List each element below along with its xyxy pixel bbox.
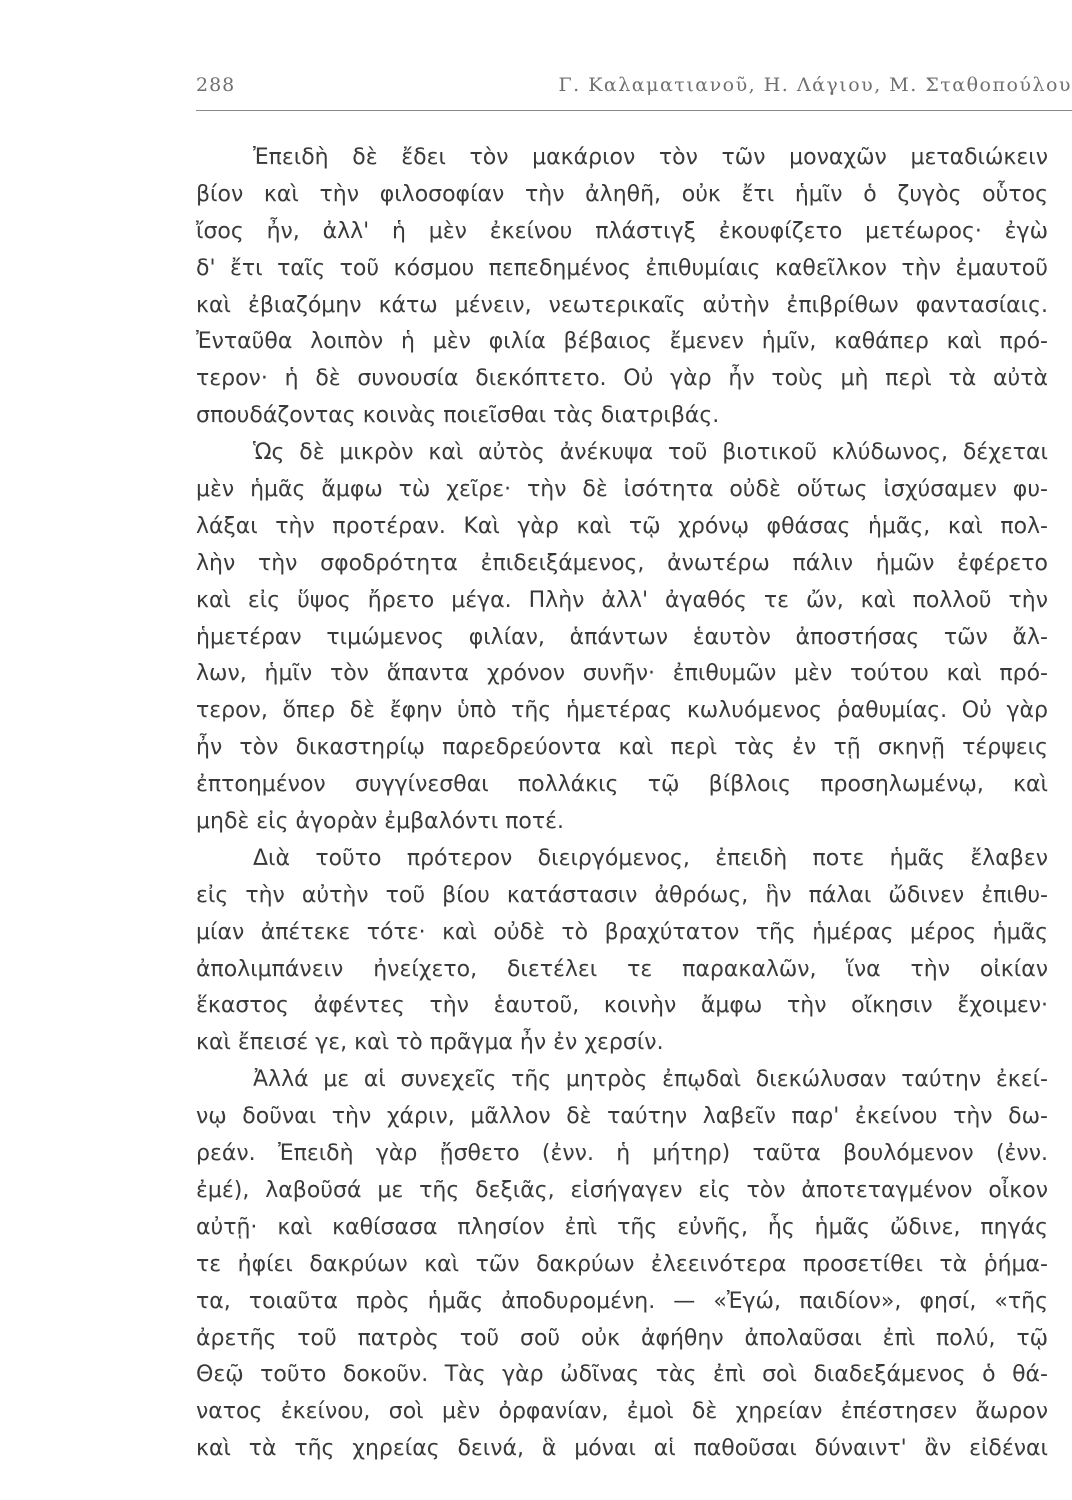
text-line: τα, τοιαῦτα πρὸς ἡμᾶς ἀποδυρομένη. — «Ἐγώ, παιδίον», φησί, «τῆς bbox=[196, 1288, 1048, 1314]
text-line: Θεῷ τοῦτο δοκοῦν. Τὰς γὰρ ὠδῖνας τὰς ἐπὶ σοὶ διαδεξάμενος ὁ θά- bbox=[196, 1362, 1048, 1388]
header-rule bbox=[196, 110, 1072, 111]
text-line: αὐτῇ· καὶ καθίσασα πλησίον ἐπὶ τῆς εὐνῆς, ἧς ἡμᾶς ὤδινε, πηγάς bbox=[196, 1214, 1048, 1240]
text-line: Ἐπειδὴ δὲ ἔδει τὸν μακάριον τὸν τῶν μοναχῶν μεταδιώκειν bbox=[253, 145, 1048, 170]
text-line: καὶ τὰ τῆς χηρείας δεινά, ἃ μόναι αἱ παθοῦσαι δύναιντ' ἂν εἰδέναι bbox=[196, 1436, 1048, 1462]
page-header bbox=[196, 74, 1072, 104]
text-line: δ' ἔτι ταῖς τοῦ κόσμου πεπεδημένος ἐπιθυμίαις καθεῖλκον τὴν ἐμαυτοῦ bbox=[196, 255, 1048, 281]
text-line: καὶ ἔπεισέ γε, καὶ τὸ πρᾶγμα ἦν ἐν χερσίν. bbox=[196, 1030, 664, 1056]
text-line: λάξαι τὴν προτέραν. Καὶ γὰρ καὶ τῷ χρόνῳ φθάσας ἡμᾶς, καὶ πολ- bbox=[196, 513, 1048, 539]
text-line: ἐμέ), λαβοῦσά με τῆς δεξιᾶς, εἰσήγαγεν εἰς τὸν ἀποτεταγμένον οἶκον bbox=[196, 1177, 1048, 1203]
text-line: λων, ἡμῖν τὸν ἅπαντα χρόνον συνῆν· ἐπιθυμῶν μὲν τούτου καὶ πρό- bbox=[196, 661, 1048, 687]
text-line: νῳ δοῦναι τὴν χάριν, μᾶλλον δὲ ταύτην λαβεῖν παρ' ἐκείνου τὴν δω- bbox=[196, 1104, 1048, 1130]
text-line: εἰς τὴν αὐτὴν τοῦ βίου κατάστασιν ἀθρόως, ἣν πάλαι ὤδινεν ἐπιθυ- bbox=[196, 882, 1048, 908]
text-line: καὶ εἰς ὕψος ἤρετο μέγα. Πλὴν ἀλλ' ἀγαθός τε ὤν, καὶ πολλοῦ τὴν bbox=[196, 587, 1048, 613]
text-line: ἡμετέραν τιμώμενος φιλίαν, ἁπάντων ἑαυτὸν ἀποστήσας τῶν ἄλ- bbox=[196, 624, 1048, 650]
text-line: τερον, ὅπερ δὲ ἔφην ὑπὸ τῆς ἡμετέρας κωλυόμενος ῥαθυμίας. Οὐ γὰρ bbox=[196, 698, 1048, 724]
text-line: βίον καὶ τὴν φιλοσοφίαν τὴν ἀληθῆ, οὐκ ἔτι ἡμῖν ὁ ζυγὸς οὗτος bbox=[196, 181, 1048, 207]
text-line: τε ἠφίει δακρύων καὶ τῶν δακρύων ἐλεεινότερα προσετίθει τὰ ῥήμα- bbox=[196, 1251, 1048, 1277]
text-line: Ἀλλά με αἱ συνεχεῖς τῆς μητρὸς ἐπῳδαὶ διεκώλυσαν ταύτην ἐκεί- bbox=[253, 1067, 1048, 1093]
text-line: μηδὲ εἰς ἀγορὰν ἐμβαλόντι ποτέ. bbox=[196, 809, 564, 835]
text-line: μὲν ἡμᾶς ἄμφω τὼ χεῖρε· τὴν δὲ ἰσότητα οὐδὲ οὕτως ἰσχύσαμεν φυ- bbox=[196, 477, 1048, 503]
text-line: μίαν ἀπέτεκε τότε· καὶ οὐδὲ τὸ βραχύτατον τῆς ἡμέρας μέρος ἡμᾶς bbox=[196, 919, 1048, 945]
text-line: ἕκαστος ἀφέντες τὴν ἑαυτοῦ, κοινὴν ἄμφω τὴν οἴκησιν ἔχοιμεν· bbox=[196, 993, 1048, 1019]
text-line: καὶ ἐβιαζόμην κάτω μένειν, νεωτερικαῖς αὐτὴν ἐπιβρίθων φαντασίαις. bbox=[196, 292, 1048, 318]
text-line: ἴσος ἦν, ἀλλ' ἡ μὲν ἐκείνου πλάστιγξ ἐκουφίζετο μετέωρος· ἐγὼ bbox=[196, 218, 1048, 244]
text-line: τερον· ἡ δὲ συνουσία διεκόπτετο. Οὐ γὰρ ἦν τοὺς μὴ περὶ τὰ αὐτὰ bbox=[196, 366, 1048, 392]
running-head: Γ. Καλαματιανοῦ, Η. Λάγιου, Μ. Σταθοπούλου bbox=[558, 74, 1072, 96]
text-line: ἐπτοημένον συγγίνεσθαι πολλάκις τῷ βίβλοις προσηλωμένῳ, καὶ bbox=[196, 772, 1048, 798]
page-number: 288 bbox=[196, 74, 236, 96]
text-line: νατος ἐκείνου, σοὶ μὲν ὀρφανίαν, ἐμοὶ δὲ χηρείαν ἐπέστησεν ἄωρον bbox=[196, 1399, 1048, 1425]
text-line: λὴν τὴν σφοδρότητα ἐπιδειξάμενος, ἀνωτέρω πάλιν ἡμῶν ἐφέρετο bbox=[196, 550, 1048, 576]
text-line: ἦν τὸν δικαστηρίῳ παρεδρεύοντα καὶ περὶ τὰς ἐν τῇ σκηνῇ τέρψεις bbox=[196, 735, 1048, 761]
body-text bbox=[196, 140, 1048, 1468]
text-line: Ὡς δὲ μικρὸν καὶ αὐτὸς ἀνέκυψα τοῦ βιοτικοῦ κλύδωνος, δέχεται bbox=[253, 440, 1048, 466]
text-line: Ἐνταῦθα λοιπὸν ἡ μὲν φιλία βέβαιος ἔμενεν ἡμῖν, καθάπερ καὶ πρό- bbox=[196, 329, 1048, 355]
text-line: ἀρετῆς τοῦ πατρὸς τοῦ σοῦ οὐκ ἀφήθην ἀπολαῦσαι ἐπὶ πολύ, τῷ bbox=[196, 1325, 1048, 1351]
text-line: ἀπολιμπάνειν ἠνείχετο, διετέλει τε παρακαλῶν, ἵνα τὴν οἰκίαν bbox=[196, 956, 1048, 982]
text-line: σπουδάζοντας κοινὰς ποιεῖσθαι τὰς διατριβάς. bbox=[196, 403, 720, 429]
text-line: Διὰ τοῦτο πρότερον διειργόμενος, ἐπειδὴ ποτε ἡμᾶς ἔλαβεν bbox=[253, 845, 1048, 871]
text-line: ρεάν. Ἐπειδὴ γὰρ ᾔσθετο (ἐνν. ἡ μήτηρ) ταῦτα βουλόμενον (ἐνν. bbox=[196, 1141, 1048, 1167]
